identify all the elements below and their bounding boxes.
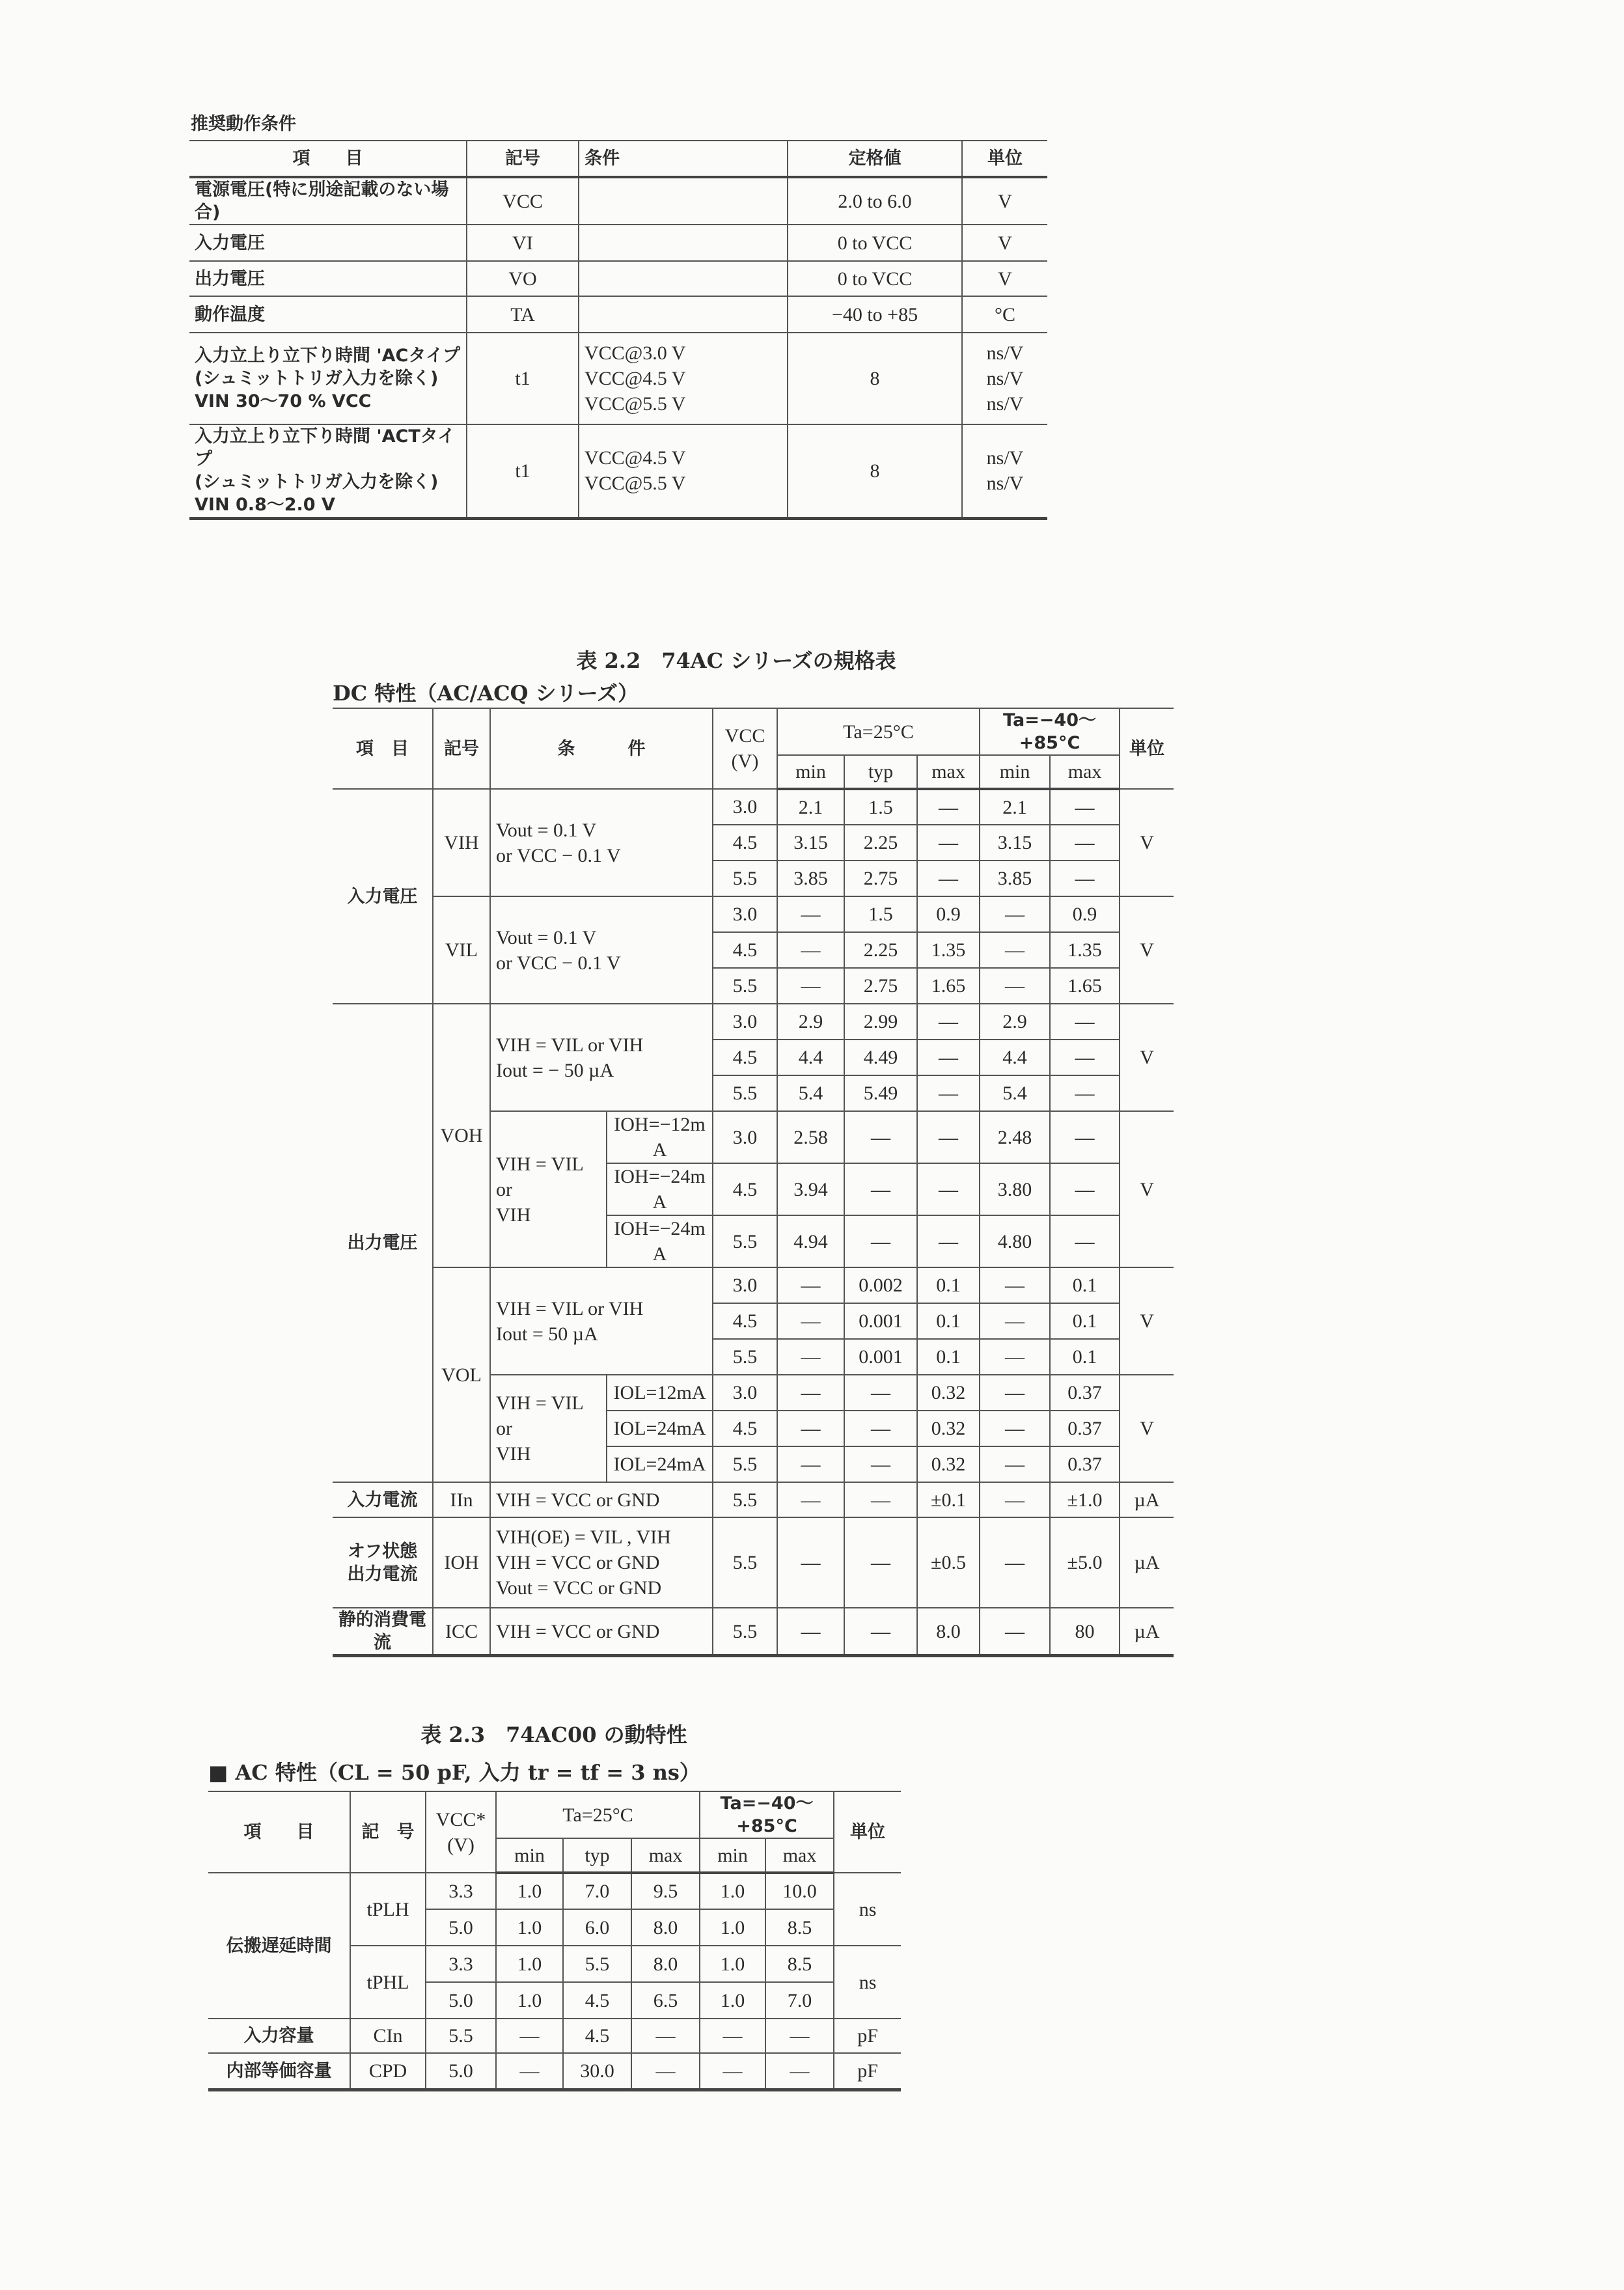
table-cell: VIL	[433, 896, 490, 1004]
table-cell: 伝搬遅延時間	[208, 1873, 350, 2019]
table-cell: 3.0	[713, 789, 777, 825]
table-cell: 静的消費電流	[333, 1608, 433, 1656]
table-cell	[579, 296, 788, 333]
table-cell: 4.4	[777, 1040, 844, 1075]
table-cell: IIn	[433, 1482, 490, 1517]
table-cell: 2.0 to 6.0	[788, 177, 962, 225]
table-cell: 3.80	[980, 1163, 1050, 1215]
table-cell: —	[917, 789, 980, 825]
table-cell: VOH	[433, 1004, 490, 1267]
table-cell: IOL=24mA	[607, 1411, 713, 1446]
column-header: typ	[844, 755, 917, 789]
table-cell: 6.0	[563, 1909, 631, 1946]
column-header: 記 号	[350, 1791, 426, 1873]
header-row	[208, 1791, 901, 1838]
table-cell: 3.3	[426, 1946, 496, 1982]
table-cell: 4.5	[713, 1303, 777, 1339]
table-cell: 3.0	[713, 1375, 777, 1411]
table-cell: —	[1050, 1040, 1120, 1075]
table-cell: 0.1	[917, 1303, 980, 1339]
table-cell: VIH = VCC or GND	[490, 1482, 713, 1517]
table-cell: 入力電圧	[333, 789, 433, 1004]
table-cell: pF	[834, 2019, 901, 2053]
column-header: 単位	[1120, 708, 1174, 789]
table-cell: ±5.0	[1050, 1517, 1120, 1608]
table-cell: VIH = VIL or VIH Iout = − 50 µA	[490, 1004, 713, 1111]
table-row	[189, 177, 1047, 225]
column-header: VCC* (V)	[426, 1791, 496, 1873]
table-cell: 5.5	[426, 2019, 496, 2053]
table-cell: 2.25	[844, 825, 917, 861]
table-cell: tPLH	[350, 1873, 426, 1946]
table-cell: 0.1	[917, 1339, 980, 1375]
table-cell: 0.37	[1050, 1375, 1120, 1411]
table-cell: VIH(OE) = VIL , VIH VIH = VCC or GND Vout = VCC or GND	[490, 1517, 713, 1608]
table-cell: 3.15	[980, 825, 1050, 861]
column-header: max	[765, 1838, 834, 1873]
table-row	[208, 1873, 901, 1909]
table-cell: 4.94	[777, 1215, 844, 1267]
table-cell: —	[765, 2019, 834, 2053]
table-cell: 0.1	[917, 1267, 980, 1303]
table-cell: —	[777, 1303, 844, 1339]
table-cell: 2.1	[980, 789, 1050, 825]
table-cell: V	[1120, 789, 1174, 896]
table-cell: 電源電圧(特に別途記載のない場合)	[189, 177, 467, 225]
table-cell: —	[1050, 825, 1120, 861]
column-header: 項 目	[189, 141, 467, 177]
table-cell: 4.4	[980, 1040, 1050, 1075]
table-cell: 3.3	[426, 1873, 496, 1909]
table-cell: 4.5	[713, 1040, 777, 1075]
table-cell: t1	[467, 333, 579, 424]
table-row	[189, 333, 1047, 424]
table-cell: —	[844, 1215, 917, 1267]
table-cell: IOL=12mA	[607, 1375, 713, 1411]
table-cell: 4.5	[563, 1982, 631, 2019]
table-cell: 0.37	[1050, 1411, 1120, 1446]
table-cell: —	[631, 2053, 700, 2090]
table-cell: —	[777, 1608, 844, 1656]
table-cell: —	[980, 1267, 1050, 1303]
table-cell: 0.9	[1050, 896, 1120, 932]
table-cell: オフ状態 出力電流	[333, 1517, 433, 1608]
table-cell: 1.65	[1050, 968, 1120, 1004]
table-cell: 4.5	[713, 1163, 777, 1215]
table-cell: IOH=−12mA	[607, 1111, 713, 1163]
table-cell: 0.37	[1050, 1446, 1120, 1482]
table-cell: 0.32	[917, 1446, 980, 1482]
table-cell: IOH=−24mA	[607, 1215, 713, 1267]
table-cell: VCC@3.0 V VCC@4.5 V VCC@5.5 V	[579, 333, 788, 424]
table-cell: —	[917, 1111, 980, 1163]
table-cell: 5.5	[713, 1446, 777, 1482]
table-cell: —	[980, 1608, 1050, 1656]
table-cell: IOH=−24mA	[607, 1163, 713, 1215]
column-header: 単位	[834, 1791, 901, 1873]
table-cell: 5.5	[713, 861, 777, 896]
table-cell: V	[1120, 896, 1174, 1004]
table-cell: 0.1	[1050, 1267, 1120, 1303]
table-cell: 入力電圧	[189, 225, 467, 261]
table-cell: V	[1120, 1111, 1174, 1267]
table-cell: 0.32	[917, 1375, 980, 1411]
table-cell: —	[1050, 1111, 1120, 1163]
table-cell: —	[980, 1446, 1050, 1482]
table-cell: 4.5	[563, 2019, 631, 2053]
table-cell: Vout = 0.1 V or VCC − 0.1 V	[490, 896, 713, 1004]
table-cell: —	[777, 1482, 844, 1517]
table-cell: 1.0	[496, 1909, 563, 1946]
table-cell: 2.25	[844, 932, 917, 968]
table-cell: —	[700, 2053, 765, 2090]
table1-title: 推奨動作条件	[191, 114, 296, 134]
table-cell: 1.35	[1050, 932, 1120, 968]
table-cell: 出力電圧	[189, 261, 467, 296]
table-cell: µA	[1120, 1482, 1174, 1517]
table-cell: tPHL	[350, 1946, 426, 2019]
table-cell: —	[980, 1482, 1050, 1517]
table-cell: 1.0	[496, 1946, 563, 1982]
table-cell: 5.0	[426, 1982, 496, 2019]
table-cell: 3.15	[777, 825, 844, 861]
table-cell: CPD	[350, 2053, 426, 2090]
table-cell: —	[777, 1375, 844, 1411]
table-cell: —	[917, 1075, 980, 1111]
table-row	[333, 1482, 1174, 1517]
table-cell: 3.0	[713, 1004, 777, 1040]
table-cell: —	[777, 1517, 844, 1608]
table-cell: VO	[467, 261, 579, 296]
table-cell: VI	[467, 225, 579, 261]
table-cell: CIn	[350, 2019, 426, 2053]
table-cell: 3.0	[713, 896, 777, 932]
table-cell: 8.5	[765, 1909, 834, 1946]
table-cell: —	[844, 1446, 917, 1482]
header-row	[189, 141, 1047, 177]
table-cell: 8	[788, 424, 962, 518]
table-cell: —	[1050, 1075, 1120, 1111]
table-cell: ns/V ns/V ns/V	[962, 333, 1047, 424]
table-cell: 9.5	[631, 1873, 700, 1909]
table-cell: 30.0	[563, 2053, 631, 2090]
table-cell: 5.4	[777, 1075, 844, 1111]
table-row	[189, 296, 1047, 333]
column-header: min	[980, 755, 1050, 789]
table-cell: 1.0	[700, 1982, 765, 2019]
table-cell: 8.0	[631, 1946, 700, 1982]
table-cell: 入力電流	[333, 1482, 433, 1517]
table-cell: ns	[834, 1946, 901, 2019]
table-cell: t1	[467, 424, 579, 518]
table-cell: 5.0	[426, 1909, 496, 1946]
column-header: 項 目	[208, 1791, 350, 1873]
table-cell: 8.5	[765, 1946, 834, 1982]
column-header: max	[631, 1838, 700, 1873]
column-header: typ	[563, 1838, 631, 1873]
table-cell: —	[844, 1517, 917, 1608]
table-cell: 5.5	[713, 1215, 777, 1267]
table-cell: —	[1050, 1163, 1120, 1215]
table-cell: VIH = VIL or VIH	[490, 1111, 607, 1267]
table-row	[333, 1004, 1174, 1040]
table-cell: 4.5	[713, 932, 777, 968]
table-cell: 8.0	[917, 1608, 980, 1656]
table-cell: 3.85	[980, 861, 1050, 896]
table-cell: 3.0	[713, 1111, 777, 1163]
column-header: 記号	[467, 141, 579, 177]
table-cell: 0.9	[917, 896, 980, 932]
table3-subtitle: ■ AC 特性（CL = 50 pF, 入力 tr = tf = 3 ns）	[208, 1760, 700, 1785]
column-header: Ta=25°C	[496, 1791, 700, 1838]
table-cell: 1.0	[700, 1946, 765, 1982]
column-header: 単位	[962, 141, 1047, 177]
table-cell: —	[917, 825, 980, 861]
table-cell: V	[962, 177, 1047, 225]
table-cell: —	[777, 1339, 844, 1375]
table-cell: —	[700, 2019, 765, 2053]
table-cell: —	[1050, 1004, 1120, 1040]
table-row	[333, 1517, 1174, 1608]
table-cell: —	[777, 896, 844, 932]
column-header: Ta=−40～+85°C	[700, 1791, 834, 1838]
table-cell: —	[844, 1111, 917, 1163]
table-cell: 1.65	[917, 968, 980, 1004]
table-cell: —	[844, 1163, 917, 1215]
table2-title: 表 2.2 74AC シリーズの規格表	[576, 648, 896, 673]
table-row	[333, 1267, 1174, 1303]
table-cell: 0 to VCC	[788, 225, 962, 261]
table-row	[208, 2019, 901, 2053]
table-cell: 5.5	[713, 968, 777, 1004]
table-cell: VOL	[433, 1267, 490, 1482]
table-cell: −40 to +85	[788, 296, 962, 333]
table-cell: 6.5	[631, 1982, 700, 2019]
table-cell: —	[980, 1517, 1050, 1608]
table-cell: —	[844, 1482, 917, 1517]
table-cell: —	[844, 1375, 917, 1411]
table-cell: —	[980, 1375, 1050, 1411]
table-cell: —	[496, 2053, 563, 2090]
column-header: 定格値	[788, 141, 962, 177]
table-cell: —	[765, 2053, 834, 2090]
table-cell: 10.0	[765, 1873, 834, 1909]
dc-characteristics-table	[333, 708, 1174, 1657]
table-cell: 入力立上り立下り時間 'ACタイプ (シュミットトリガ入力を除く) VIN 30～70 % VCC	[189, 333, 467, 424]
table-cell: 5.5	[713, 1482, 777, 1517]
table-cell: 1.5	[844, 896, 917, 932]
table-cell: 0.1	[1050, 1303, 1120, 1339]
table-cell: VIH = VIL or VIH	[490, 1375, 607, 1482]
table-cell: —	[917, 1004, 980, 1040]
table-cell: IOL=24mA	[607, 1446, 713, 1482]
table-cell: VCC@4.5 V VCC@5.5 V	[579, 424, 788, 518]
table-cell: —	[844, 1608, 917, 1656]
table-cell: 4.5	[713, 1411, 777, 1446]
column-header: 条 件	[490, 708, 713, 789]
table-cell	[579, 177, 788, 225]
table-cell: —	[777, 932, 844, 968]
table-cell: —	[917, 1040, 980, 1075]
table-cell: ns	[834, 1873, 901, 1946]
table-cell: —	[980, 968, 1050, 1004]
table-cell: 0 to VCC	[788, 261, 962, 296]
column-header: 記号	[433, 708, 490, 789]
table-cell: 8	[788, 333, 962, 424]
table-cell: —	[777, 1411, 844, 1446]
table-cell: V	[1120, 1004, 1174, 1111]
table-row	[208, 2053, 901, 2090]
recommended-operating-conditions-table	[189, 140, 1047, 520]
table-cell: 5.5	[713, 1608, 777, 1656]
table-cell: 0.32	[917, 1411, 980, 1446]
table-cell: 2.48	[980, 1111, 1050, 1163]
column-header: Ta=25°C	[777, 708, 980, 755]
table-cell: 4.5	[713, 825, 777, 861]
table-cell: 1.35	[917, 932, 980, 968]
table2-subtitle: DC 特性（AC/ACQ シリーズ）	[333, 681, 639, 706]
table-cell: —	[1050, 861, 1120, 896]
column-header: Ta=−40～+85°C	[980, 708, 1120, 755]
table-cell: 5.0	[426, 2053, 496, 2090]
table-cell: 8.0	[631, 1909, 700, 1946]
table-cell: 5.5	[563, 1946, 631, 1982]
table-cell: 2.1	[777, 789, 844, 825]
table3-title: 表 2.3 74AC00 の動特性	[420, 1722, 687, 1747]
table-cell: °C	[962, 296, 1047, 333]
column-header: min	[496, 1838, 563, 1873]
table-cell: 4.80	[980, 1215, 1050, 1267]
table-row	[333, 896, 1174, 932]
column-header: 条件	[579, 141, 788, 177]
table-cell: —	[496, 2019, 563, 2053]
table-cell: VCC	[467, 177, 579, 225]
table-cell: ns/V ns/V	[962, 424, 1047, 518]
table-cell: 入力容量	[208, 2019, 350, 2053]
table-cell	[579, 225, 788, 261]
column-header: min	[700, 1838, 765, 1873]
ac-characteristics-table	[208, 1791, 901, 2091]
table-cell: 1.0	[700, 1873, 765, 1909]
table-cell: —	[777, 968, 844, 1004]
table-cell: 入力立上り立下り時間 'ACTタイプ (シュミットトリガ入力を除く) VIN 0.8～2.0 V	[189, 424, 467, 518]
table-cell: ±0.1	[917, 1482, 980, 1517]
table-cell: µA	[1120, 1608, 1174, 1656]
table-row	[333, 789, 1174, 825]
table-cell: 0.1	[1050, 1339, 1120, 1375]
table-cell: 2.9	[777, 1004, 844, 1040]
table-cell: —	[917, 1163, 980, 1215]
table-cell: 1.0	[700, 1909, 765, 1946]
table-cell	[579, 261, 788, 296]
table-cell: 1.0	[496, 1982, 563, 2019]
table-cell: —	[1050, 1215, 1120, 1267]
table-cell: —	[980, 932, 1050, 968]
table-cell: —	[777, 1446, 844, 1482]
table-cell: 2.58	[777, 1111, 844, 1163]
table-cell: 7.0	[765, 1982, 834, 2019]
table-cell: 出力電圧	[333, 1004, 433, 1482]
column-header: 項 目	[333, 708, 433, 789]
table-cell: pF	[834, 2053, 901, 2090]
table-cell: ±1.0	[1050, 1482, 1120, 1517]
table-cell: —	[631, 2019, 700, 2053]
table-cell: 5.5	[713, 1075, 777, 1111]
table-cell: 0.002	[844, 1267, 917, 1303]
column-header: VCC (V)	[713, 708, 777, 789]
table-cell: —	[980, 1339, 1050, 1375]
table-cell: VIH	[433, 789, 490, 896]
table-cell: 内部等価容量	[208, 2053, 350, 2090]
table-cell: 5.4	[980, 1075, 1050, 1111]
table-row	[189, 225, 1047, 261]
table-cell: 動作温度	[189, 296, 467, 333]
table-cell: —	[980, 1303, 1050, 1339]
table-cell: 1.0	[496, 1873, 563, 1909]
table-cell: —	[1050, 789, 1120, 825]
table-cell: V	[1120, 1375, 1174, 1482]
table-cell: 0.001	[844, 1303, 917, 1339]
table-cell: —	[980, 896, 1050, 932]
table-cell: —	[844, 1411, 917, 1446]
table-cell: 2.75	[844, 861, 917, 896]
table-row	[333, 1608, 1174, 1656]
table-cell: Vout = 0.1 V or VCC − 0.1 V	[490, 789, 713, 896]
table-row	[189, 424, 1047, 518]
table-cell: 7.0	[563, 1873, 631, 1909]
column-header: max	[1050, 755, 1120, 789]
table-cell: 4.49	[844, 1040, 917, 1075]
column-header: max	[917, 755, 980, 789]
table-cell: V	[1120, 1267, 1174, 1375]
table-cell: 5.5	[713, 1339, 777, 1375]
table-cell: V	[962, 225, 1047, 261]
table-cell: 5.49	[844, 1075, 917, 1111]
table-cell: 0.001	[844, 1339, 917, 1375]
table-cell: —	[917, 861, 980, 896]
table-cell: —	[980, 1411, 1050, 1446]
table-cell: VIH = VCC or GND	[490, 1608, 713, 1656]
table-cell: 2.99	[844, 1004, 917, 1040]
table-cell: 2.75	[844, 968, 917, 1004]
table-cell: 80	[1050, 1608, 1120, 1656]
table-cell: 5.5	[713, 1517, 777, 1608]
table-cell: —	[917, 1215, 980, 1267]
column-header: min	[777, 755, 844, 789]
table-cell: IOH	[433, 1517, 490, 1608]
table-cell: VIH = VIL or VIH Iout = 50 µA	[490, 1267, 713, 1375]
table-cell: TA	[467, 296, 579, 333]
header-row	[333, 708, 1174, 755]
table-cell: ±0.5	[917, 1517, 980, 1608]
table-cell: 2.9	[980, 1004, 1050, 1040]
table-row	[189, 261, 1047, 296]
table-cell: µA	[1120, 1517, 1174, 1608]
table-cell: 3.94	[777, 1163, 844, 1215]
table-cell: 3.0	[713, 1267, 777, 1303]
table-cell: 1.5	[844, 789, 917, 825]
table-cell: —	[777, 1267, 844, 1303]
table-cell: 3.85	[777, 861, 844, 896]
table-cell: V	[962, 261, 1047, 296]
table-cell: ICC	[433, 1608, 490, 1656]
